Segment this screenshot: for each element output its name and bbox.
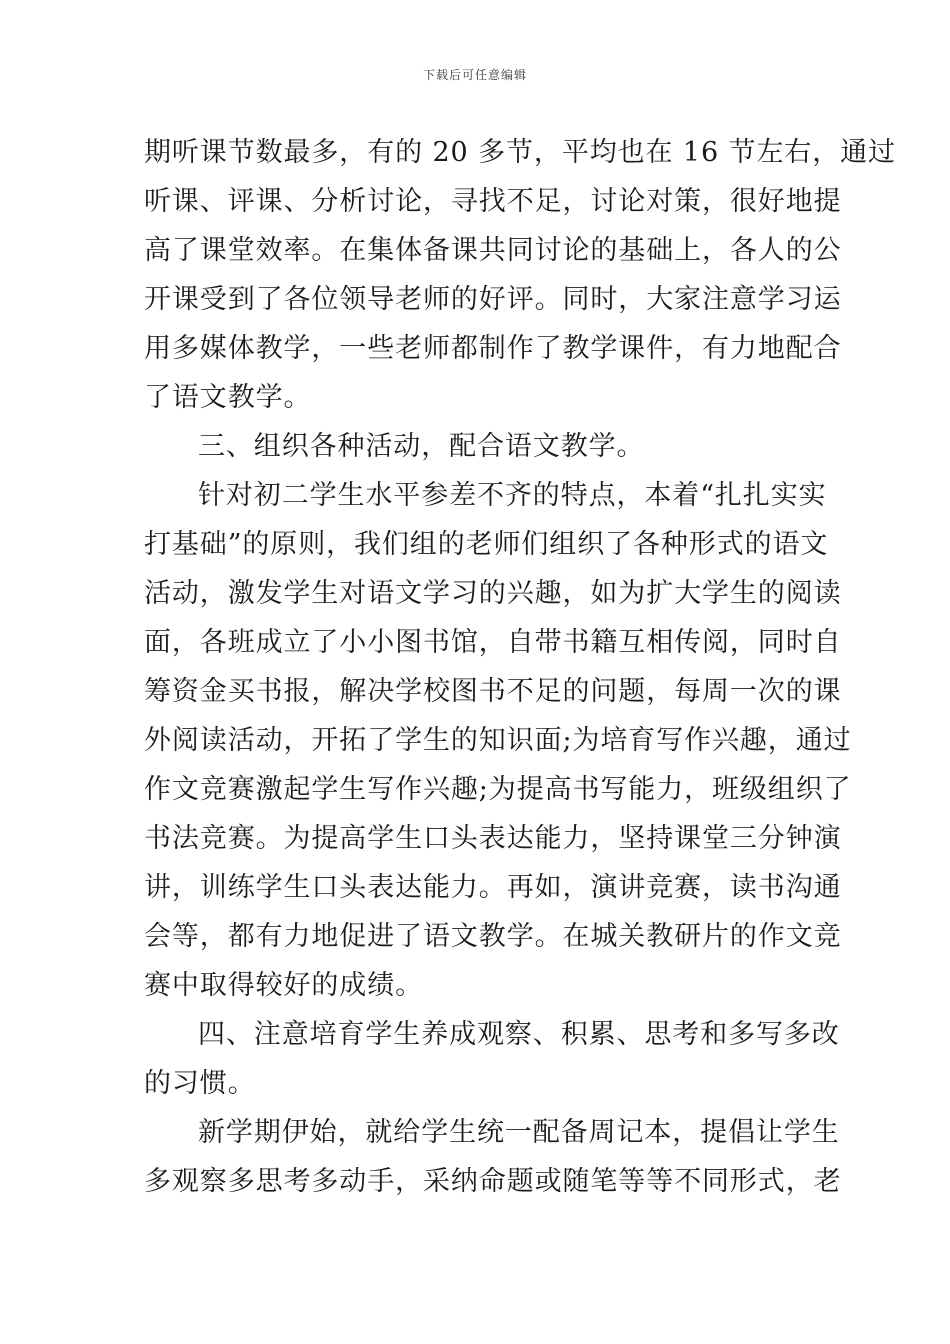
text-line-16: 讲，训练学生口头表达能力。再如，演讲竞赛，读书沟通 xyxy=(144,872,842,903)
text-line-3: 高了课堂效率。在集体备课共同讨论的基础上，各人的公 xyxy=(144,235,842,266)
section-heading-4: 四、注意培育学生养成观察、积累、思考和多写多改 xyxy=(198,1019,840,1050)
text-line-20: 的习惯。 xyxy=(144,1068,256,1099)
text-line-21: 新学期伊始，就给学生统一配备周记本，提倡让学生 xyxy=(198,1117,840,1148)
text-line-4: 开课受到了各位领导老师的好评。同时，大家注意学习运 xyxy=(144,284,842,315)
section-heading-3: 三、组织各种活动，配合语文教学。 xyxy=(198,431,645,462)
text-line-5: 用多媒体教学，一些老师都制作了教学课件，有力地配合 xyxy=(144,333,842,364)
text-line-9: 打基础”的原则，我们组的老师们组织了各种形式的语文 xyxy=(144,529,829,560)
text-line-17: 会等，都有力地促进了语文教学。在城关教研片的作文竞 xyxy=(144,921,842,952)
text-line-12: 筹资金买书报，解决学校图书不足的问题，每周一次的课 xyxy=(144,676,842,707)
text-line-22: 多观察多思考多动手，采纳命题或随笔等等不同形式，老 xyxy=(144,1166,842,1197)
text-line-13: 外阅读活动，开拓了学生的知识面;为培育写作兴趣，通过 xyxy=(144,725,852,756)
header-note: 下载后可任意编辑 xyxy=(422,68,527,82)
text-line-11: 面，各班成立了小小图书馆，自带书籍互相传阅，同时自 xyxy=(144,627,842,658)
text-line-2: 听课、评课、分析讨论，寻找不足，讨论对策，很好地提 xyxy=(144,186,842,217)
document-body xyxy=(144,128,896,1206)
text-line-6: 了语文教学。 xyxy=(144,382,312,413)
text-line-10: 活动，激发学生对语文学习的兴趣，如为扩大学生的阅读 xyxy=(144,578,842,609)
text-line-1: 期听课节数最多，有的 20 多节，平均也在 16 节左右，通过 xyxy=(144,137,896,168)
text-line-14: 作文竞赛激起学生写作兴趣;为提高书写能力，班级组织了 xyxy=(144,774,852,805)
text-line-18: 赛中取得较好的成绩。 xyxy=(144,970,423,1001)
text-line-15: 书法竞赛。为提高学生口头表达能力，坚持课堂三分钟演 xyxy=(144,823,842,854)
text-line-8: 针对初二学生水平参差不齐的特点，本着“扎扎实实 xyxy=(198,480,827,511)
